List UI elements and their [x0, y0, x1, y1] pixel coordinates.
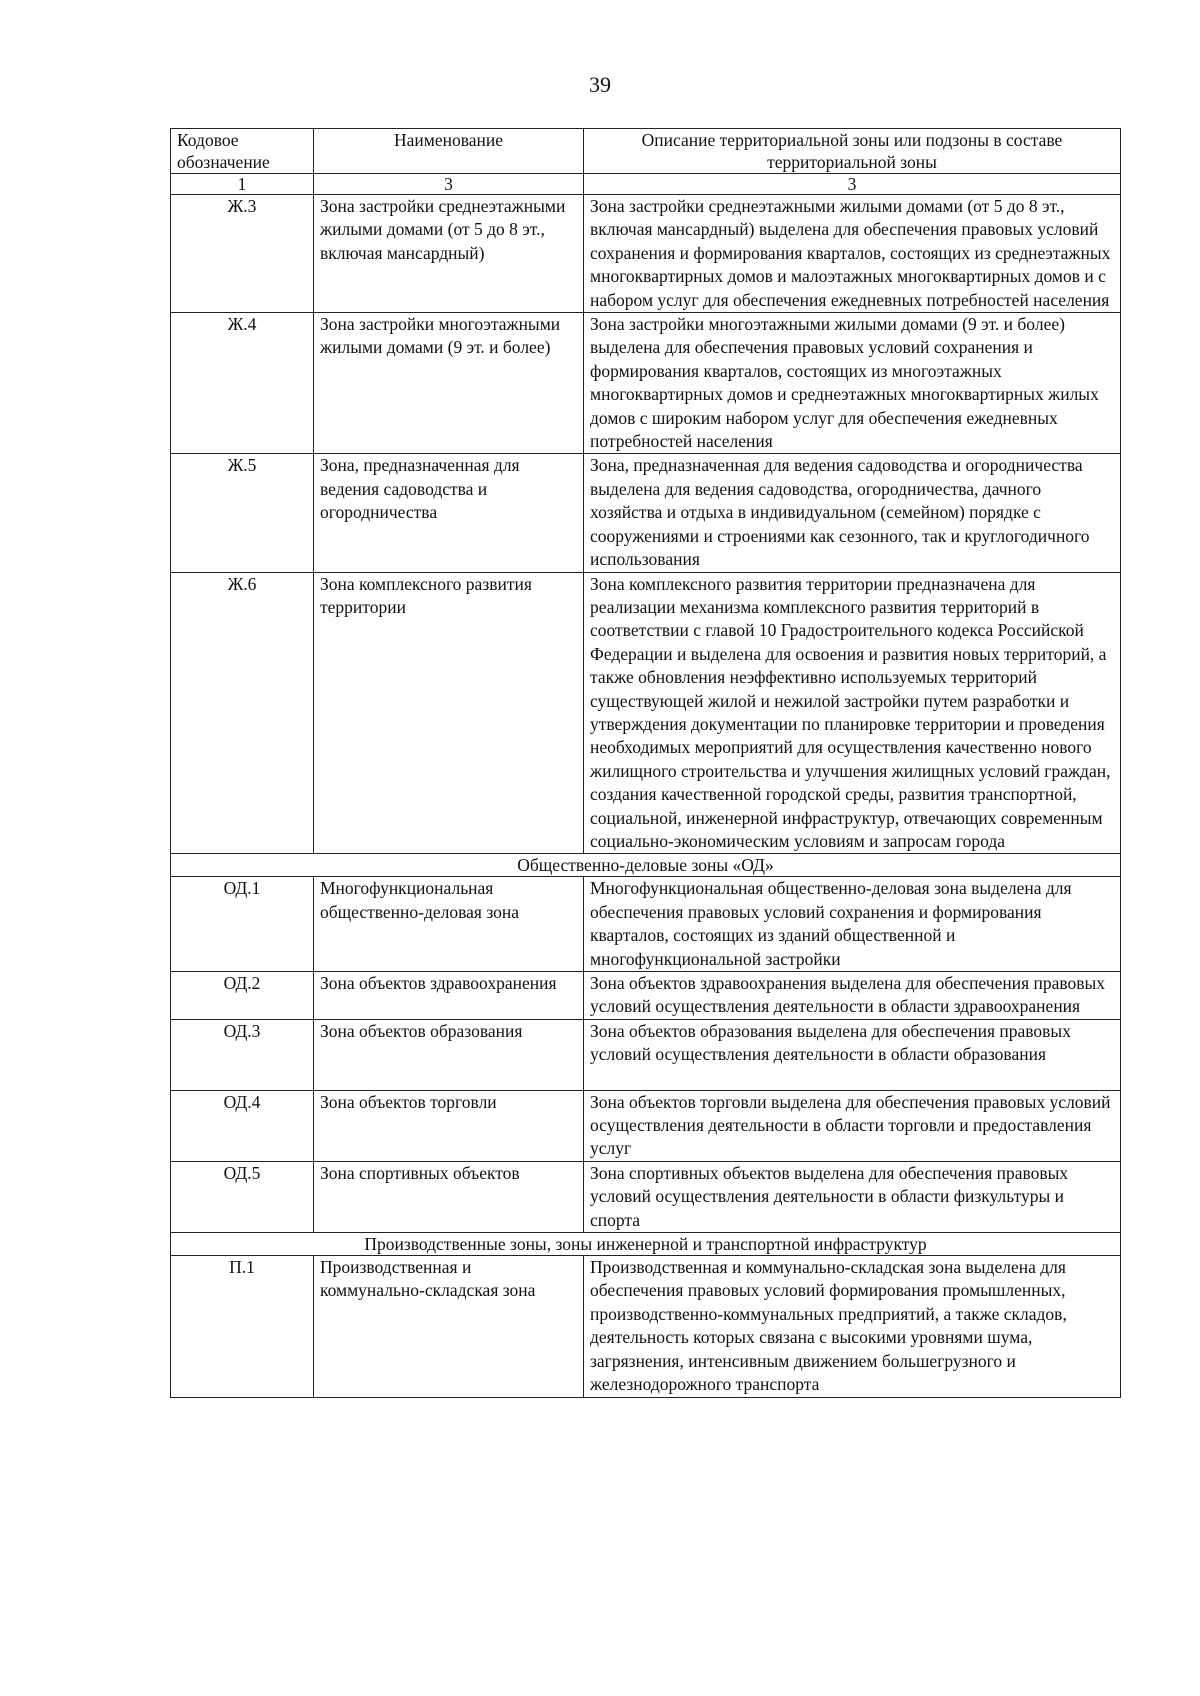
zone-description: Зона объектов торговли выделена для обеспечения правовых условий осуществления деятельности в области торговли и предоставления услуг: [584, 1090, 1121, 1161]
zone-description: Зона, предназначенная для ведения садоводства и огородничества выделена для ведения садоводства, огородничества, дачного хозяйства и отдыха в индивидуальном (семейном) порядке с сооружениями и строениями как сезонного, так и круглогодичного использования: [584, 454, 1121, 572]
table-row: [171, 572, 1121, 854]
table-row: [171, 877, 1121, 972]
zones-table: [170, 128, 1121, 1398]
zone-code: ОД.3: [171, 1019, 314, 1090]
section-header-od: [171, 854, 1121, 877]
header-name: Наименование: [314, 129, 584, 174]
section-title: Общественно-деловые зоны «ОД»: [171, 854, 1121, 877]
table-header-row: [171, 129, 1121, 174]
zone-name: Зона застройки среднеэтажными жилыми домами (от 5 до 8 эт., включая мансардный): [314, 195, 584, 313]
table-row: [171, 972, 1121, 1020]
zone-code: Ж.6: [171, 572, 314, 854]
zone-name: Зона объектов торговли: [314, 1090, 584, 1161]
zone-code: П.1: [171, 1256, 314, 1397]
zone-description: Зона спортивных объектов выделена для обеспечения правовых условий осуществления деятельности в области физкультуры и спорта: [584, 1161, 1121, 1232]
zone-description: Зона объектов образования выделена для обеспечения правовых условий осуществления деятельности в области образования: [584, 1019, 1121, 1090]
zone-description: Производственная и коммунально-складская зона выделена для обеспечения правовых условий формирования промышленных, производственно-коммунальных предприятий, а также складов, деятельность которых связана с высокими уровнями шума, загрязнения, интенсивным движением большегрузного и железнодорожного транспорта: [584, 1256, 1121, 1397]
column-number: 3: [314, 174, 584, 195]
zone-description: Зона объектов здравоохранения выделена для обеспечения правовых условий осуществления деятельности в области здравоохранения: [584, 972, 1121, 1020]
column-number: 3: [584, 174, 1121, 195]
zone-code: ОД.4: [171, 1090, 314, 1161]
zone-description: Зона комплексного развития территории предназначена для реализации механизма комплексного развития территорий в соответствии с главой 10 Градостроительного кодекса Российской Федерации и выделена для освоения и развития новых территорий, а также обновления неэффективно используемых территорий существующей жилой и нежилой застройки путем разработки и утверждения документации по планировке территории и проведения необходимых мероприятий для осуществления качественно нового жилищного строительства и улучшения жилищных условий граждан, создания качественной городской среды, развития транспортной, социальной, инженерной инфраструктур, отвечающих современным социально-экономическим условиям и запросам города: [584, 572, 1121, 854]
zone-code: ОД.5: [171, 1161, 314, 1232]
section-header-p: [171, 1233, 1121, 1256]
table-row: [171, 1161, 1121, 1232]
header-description: [584, 129, 1121, 174]
zone-code: ОД.2: [171, 972, 314, 1020]
zone-name: Зона объектов образования: [314, 1019, 584, 1090]
zone-name: Зона комплексного развития территории: [314, 572, 584, 854]
zone-code: Ж.5: [171, 454, 314, 572]
header-desc-line2: территориальной зоны: [767, 152, 937, 172]
column-number-row: [171, 174, 1121, 195]
table-row: [171, 195, 1121, 313]
header-code: [171, 129, 314, 174]
header-code-line2: обозначение: [177, 152, 270, 172]
header-desc-line1: Описание территориальной зоны или подзоны в составе: [641, 130, 1063, 150]
zone-description: Зона застройки многоэтажными жилыми домами (9 эт. и более) выделена для обеспечения правовых условий сохранения и формирования кварталов, состоящих из многоэтажных многоквартирных домов и среднеэтажных многоквартирных жилых домов с широким набором услуг для обеспечения ежедневных потребностей населения: [584, 313, 1121, 454]
table-row: [171, 1090, 1121, 1161]
section-title: Производственные зоны, зоны инженерной и транспортной инфраструктур: [171, 1233, 1121, 1256]
header-code-line1: Кодовое: [177, 130, 239, 150]
table-row: [171, 1019, 1121, 1090]
column-number: 1: [171, 174, 314, 195]
zone-code: Ж.3: [171, 195, 314, 313]
table-row: [171, 454, 1121, 572]
zone-name: Зона спортивных объектов: [314, 1161, 584, 1232]
zone-code: Ж.4: [171, 313, 314, 454]
table-row: [171, 313, 1121, 454]
zone-name: Многофункциональная общественно-деловая зона: [314, 877, 584, 972]
zone-name: Зона застройки многоэтажными жилыми домами (9 эт. и более): [314, 313, 584, 454]
table-row: [171, 1256, 1121, 1397]
zone-name: Производственная и коммунально-складская зона: [314, 1256, 584, 1397]
zone-name: Зона объектов здравоохранения: [314, 972, 584, 1020]
zone-description: Зона застройки среднеэтажными жилыми домами (от 5 до 8 эт., включая мансардный) выделена для обеспечения правовых условий сохранения и формирования кварталов, состоящих из среднеэтажных многоквартирных домов и малоэтажных многоквартирных домов и с набором услуг для обеспечения ежедневных потребностей населения: [584, 195, 1121, 313]
zone-name: Зона, предназначенная для ведения садоводства и огородничества: [314, 454, 584, 572]
zone-code: ОД.1: [171, 877, 314, 972]
page-number: 39: [589, 72, 611, 97]
zone-description: Многофункциональная общественно-деловая зона выделена для обеспечения правовых условий сохранения и формирования кварталов, состоящих из зданий общественной и многофункциональной застройки: [584, 877, 1121, 972]
